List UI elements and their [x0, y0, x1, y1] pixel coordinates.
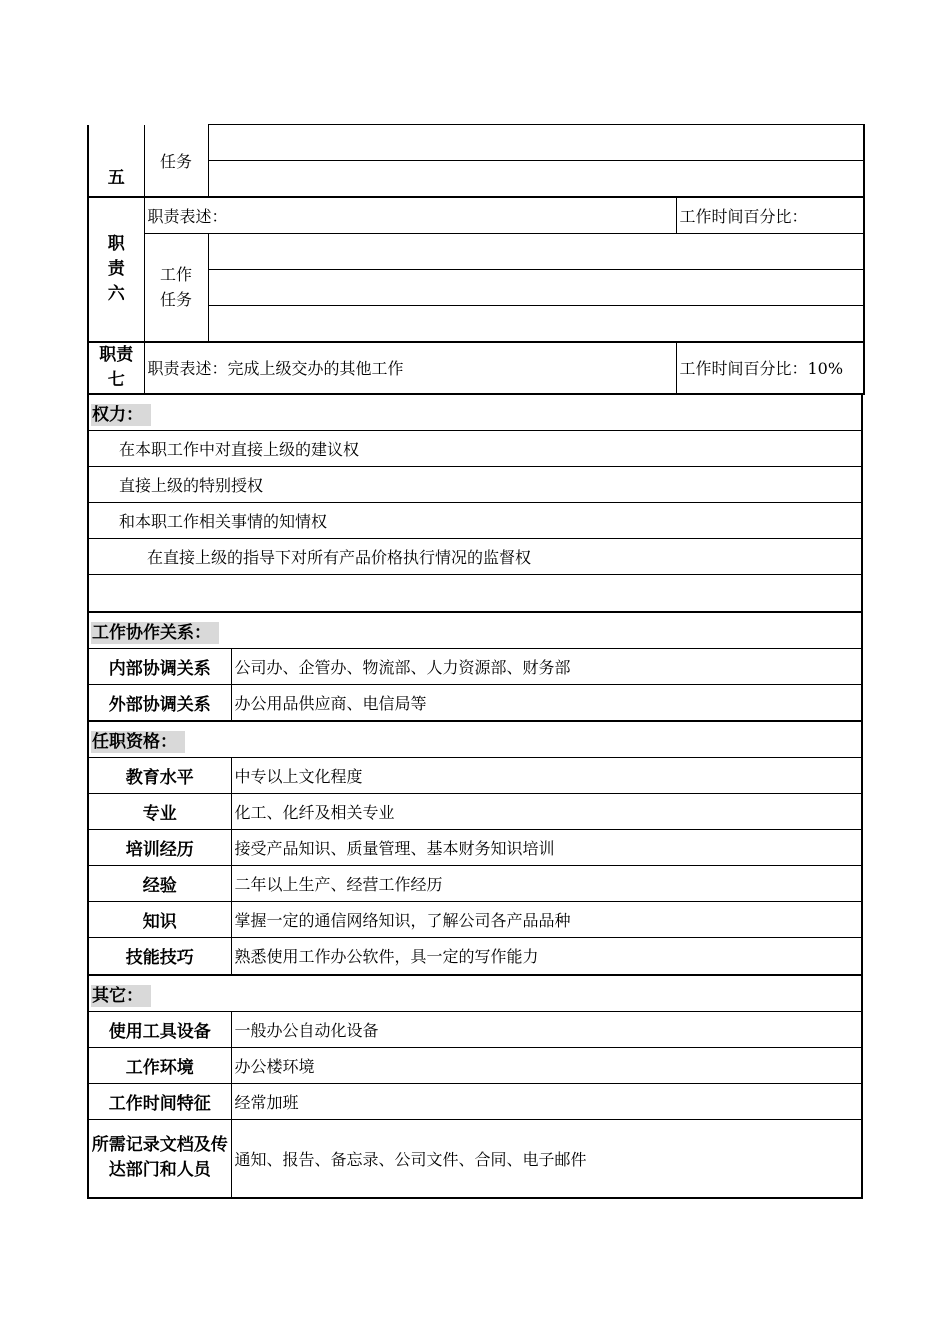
relations-row: [88, 649, 862, 685]
duty5-task-row-1: [88, 125, 864, 161]
qualifications-title: 任职资格：: [88, 722, 862, 758]
relations-table: [87, 613, 863, 722]
documents-label: 所需记录文档及传达部门和人员: [88, 1120, 231, 1198]
qualification-row: [88, 794, 862, 830]
authority-item-4: 在直接上级的指导下对所有产品价格执行情况的监督权: [88, 539, 862, 575]
experience-label: 经验: [88, 866, 231, 902]
tools-label: 使用工具设备: [88, 1012, 231, 1048]
duty6-desc-row: [88, 197, 864, 234]
work-time-value: 经常加班: [231, 1084, 862, 1120]
other-header-row: [88, 976, 862, 1012]
relations-external-value: 办公用品供应商、电信局等: [231, 685, 862, 721]
duty5-task-label: 任务: [144, 125, 208, 197]
authority-title: 权力：: [88, 395, 862, 431]
other-row: [88, 1048, 862, 1084]
duty5-label: 五: [88, 125, 144, 197]
authority-item-1: 在本职工作中对直接上级的建议权: [88, 431, 862, 467]
qualifications-header-row: [88, 722, 862, 758]
knowledge-label: 知识: [88, 902, 231, 938]
work-time-label: 工作时间特征: [88, 1084, 231, 1120]
authority-item-3: 和本职工作相关事情的知情权: [88, 503, 862, 539]
documents-value: 通知、报告、备忘录、公司文件、合同、电子邮件: [231, 1120, 862, 1198]
duty7-row: [88, 342, 864, 394]
authority-item: [88, 503, 862, 539]
other-title: 其它：: [88, 976, 862, 1012]
relations-row: [88, 685, 862, 721]
authority-item: [88, 467, 862, 503]
environment-label: 工作环境: [88, 1048, 231, 1084]
authority-header-row: [88, 395, 862, 431]
skills-label: 技能技巧: [88, 938, 231, 975]
relations-internal-value: 公司办、企管办、物流部、人力资源部、财务部: [231, 649, 862, 685]
authority-empty: [88, 575, 862, 612]
major-value: 化工、化纤及相关专业: [231, 794, 862, 830]
duty5-task-2: [208, 161, 864, 197]
qualification-row: [88, 758, 862, 794]
education-value: 中专以上文化程度: [231, 758, 862, 794]
other-table: [87, 976, 863, 1199]
duty6-desc-label: 职责表述：: [144, 197, 676, 234]
training-label: 培训经历: [88, 830, 231, 866]
knowledge-value: 掌握一定的通信网络知识，了解公司各产品品种: [231, 902, 862, 938]
other-row: [88, 1012, 862, 1048]
qualification-row: [88, 902, 862, 938]
other-row: [88, 1084, 862, 1120]
other-row: [88, 1120, 862, 1198]
qualification-row: [88, 866, 862, 902]
relations-header-row: [88, 613, 862, 649]
skills-value: 熟悉使用工作办公软件，具一定的写作能力: [231, 938, 862, 975]
qualification-row: [88, 938, 862, 975]
education-label: 教育水平: [88, 758, 231, 794]
authority-item: [88, 539, 862, 575]
training-value: 接受产品知识、质量管理、基本财务知识培训: [231, 830, 862, 866]
authority-empty-row: [88, 575, 862, 612]
duty6-task-1: [208, 234, 864, 270]
duty6-task-2: [208, 270, 864, 306]
duty6-task-3: [208, 306, 864, 342]
relations-title: 工作协作关系：: [88, 613, 862, 649]
relations-internal-label: 内部协调关系: [88, 649, 231, 685]
relations-external-label: 外部协调关系: [88, 685, 231, 721]
duty6-label: 职责六: [88, 197, 144, 342]
qualifications-table: [87, 722, 863, 976]
qualification-row: [88, 830, 862, 866]
duty7-desc: 职责表述：完成上级交办的其他工作: [144, 342, 676, 394]
duty6-pct-label: 工作时间百分比：: [676, 197, 864, 234]
authority-item-2: 直接上级的特别授权: [88, 467, 862, 503]
duty7-label: 职责七: [88, 342, 144, 394]
duties-table: [87, 124, 865, 395]
experience-value: 二年以上生产、经营工作经历: [231, 866, 862, 902]
duty6-task-row-1: [88, 234, 864, 270]
authority-table: [87, 395, 863, 613]
duty7-pct: 工作时间百分比：10%: [676, 342, 864, 394]
job-description-form: [87, 124, 863, 1199]
duty6-task-label: 工作任务: [144, 234, 208, 342]
authority-item: [88, 431, 862, 467]
environment-value: 办公楼环境: [231, 1048, 862, 1084]
tools-value: 一般办公自动化设备: [231, 1012, 862, 1048]
major-label: 专业: [88, 794, 231, 830]
duty5-task-1: [208, 125, 864, 161]
